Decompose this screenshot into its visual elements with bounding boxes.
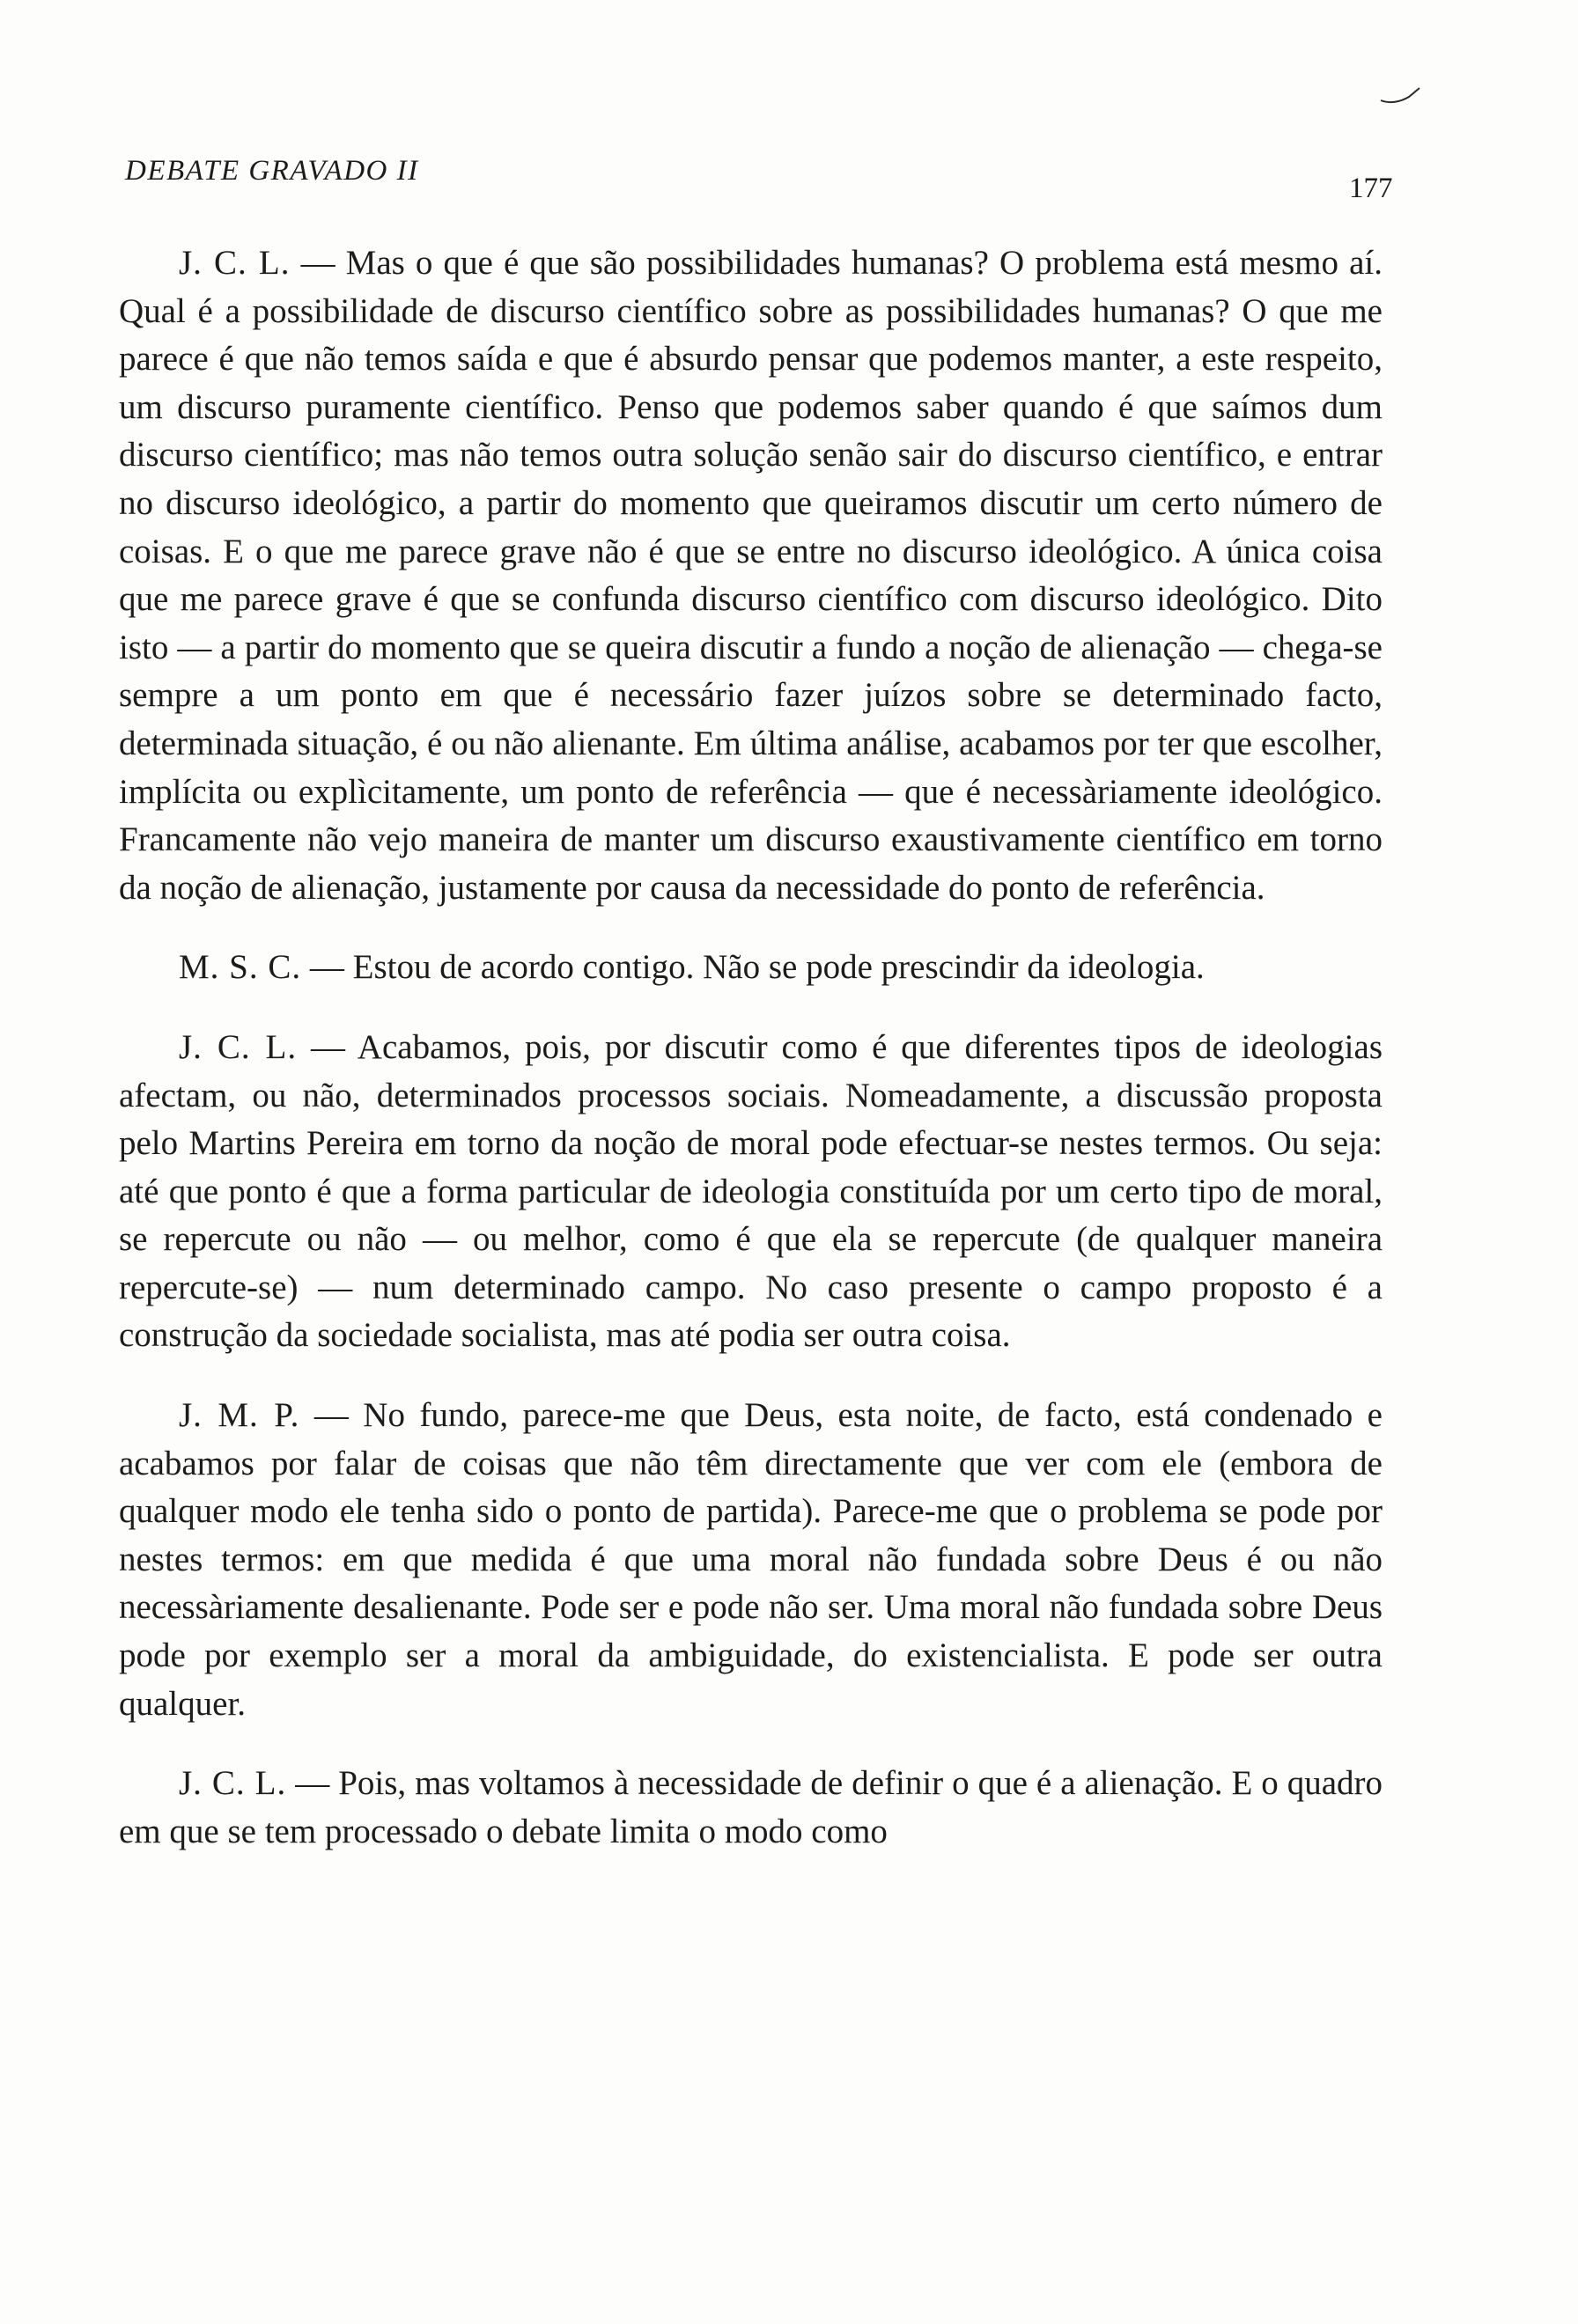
em-dash: — bbox=[290, 244, 346, 282]
speaker-initials: J. M. P. bbox=[179, 1396, 300, 1435]
speaker-initials: J. C. L. bbox=[179, 1764, 287, 1803]
page-number: 177 bbox=[1349, 173, 1393, 204]
dialogue-paragraph bbox=[119, 1760, 1383, 1856]
em-dash: — bbox=[299, 1396, 364, 1435]
em-dash: — bbox=[286, 1764, 339, 1803]
dialogue-paragraph bbox=[119, 239, 1383, 912]
dialogue-paragraph bbox=[119, 944, 1383, 992]
speaker-initials: M. S. C. bbox=[179, 948, 302, 987]
paragraph-text: No fundo, parece-me que Deus, esta noite, de facto, está condenado e acabamos por falar de coisas que não têm directamente que ver com ele (embora de qualquer modo ele tenha sido o ponto de partida). Parece-me que o problema se pode por nestes termos: em que medida é que uma moral não fundada sobre Deus é ou não necessàriamente desalienante. Pode ser e pode não ser. Uma moral não fundada sobre Deus pode por exemplo ser a moral da ambiguidade, do existencialista. E pode ser outra qualquer. bbox=[119, 1396, 1383, 1723]
speaker-initials: J. C. L. bbox=[179, 1027, 298, 1066]
body-text bbox=[119, 239, 1383, 1856]
dialogue-paragraph bbox=[119, 1024, 1383, 1360]
paragraph-text: Acabamos, pois, por discutir como é que diferentes tipos de ideologias afectam, ou não, determinados processos sociais. Nomeadamente, a discussão proposta pelo Martins Pereira em torno da noção de moral pode efectuar-se nestes termos. Ou seja: até que ponto é que a forma particular de ideologia constituída por um certo tipo de moral, se repercute ou não — ou melhor, como é que ela se repercute (de qualquer maneira repercute-se) — num determinado campo. No caso presente o campo proposto é a construção da sociedade socialista, mas até podia ser outra coisa. bbox=[119, 1027, 1383, 1355]
em-dash: — bbox=[301, 948, 353, 987]
speaker-initials: J. C. L. bbox=[179, 244, 291, 282]
paragraph-text: Mas o que é que são possibilidades humanas? O problema está mesmo aí. Qual é a possibilidade de discurso científico sobre as possibilidades humanas? O que me parece é que não temos saída e que é absurdo pensar que podemos manter, a este respeito, um discurso puramente científico. Penso que podemos saber quando é que saímos dum discurso científico; mas não temos outra solução senão sair do discurso científico, e entrar no discurso ideológico, a partir do momento que queiramos discutir um certo número de coisas. E o que me parece grave não é que se entre no discurso ideológico. A única coisa que me parece grave é que se confunda discurso científico com discurso ideológico. Dito isto — a partir do momento que se queira discutir a fundo a noção de alienação — chega-se sempre a um ponto em que é necessário fazer juízos sobre se determinado facto, determinada situação, é ou não alienante. Em última análise, acabamos por ter que escolher, implícita ou explìcitamente, um ponto de referência — que é necessàriamente ideológico. Francamente não vejo maneira de manter um discurso exaustivamente científico em torno da noção de alienação, justamente por causa da necessidade do ponto de referência. bbox=[119, 244, 1383, 907]
em-dash: — bbox=[297, 1027, 358, 1066]
dialogue-paragraph bbox=[119, 1392, 1383, 1728]
ink-mark bbox=[1379, 85, 1421, 107]
running-head: DEBATE GRAVADO II bbox=[125, 155, 419, 187]
paragraph-text: Estou de acordo contigo. Não se pode prescindir da ideologia. bbox=[352, 948, 1205, 987]
paragraph-text: Pois, mas voltamos à necessidade de definir o que é a alienação. E o quadro em que se tem processado o debate limita o modo como bbox=[119, 1764, 1383, 1850]
